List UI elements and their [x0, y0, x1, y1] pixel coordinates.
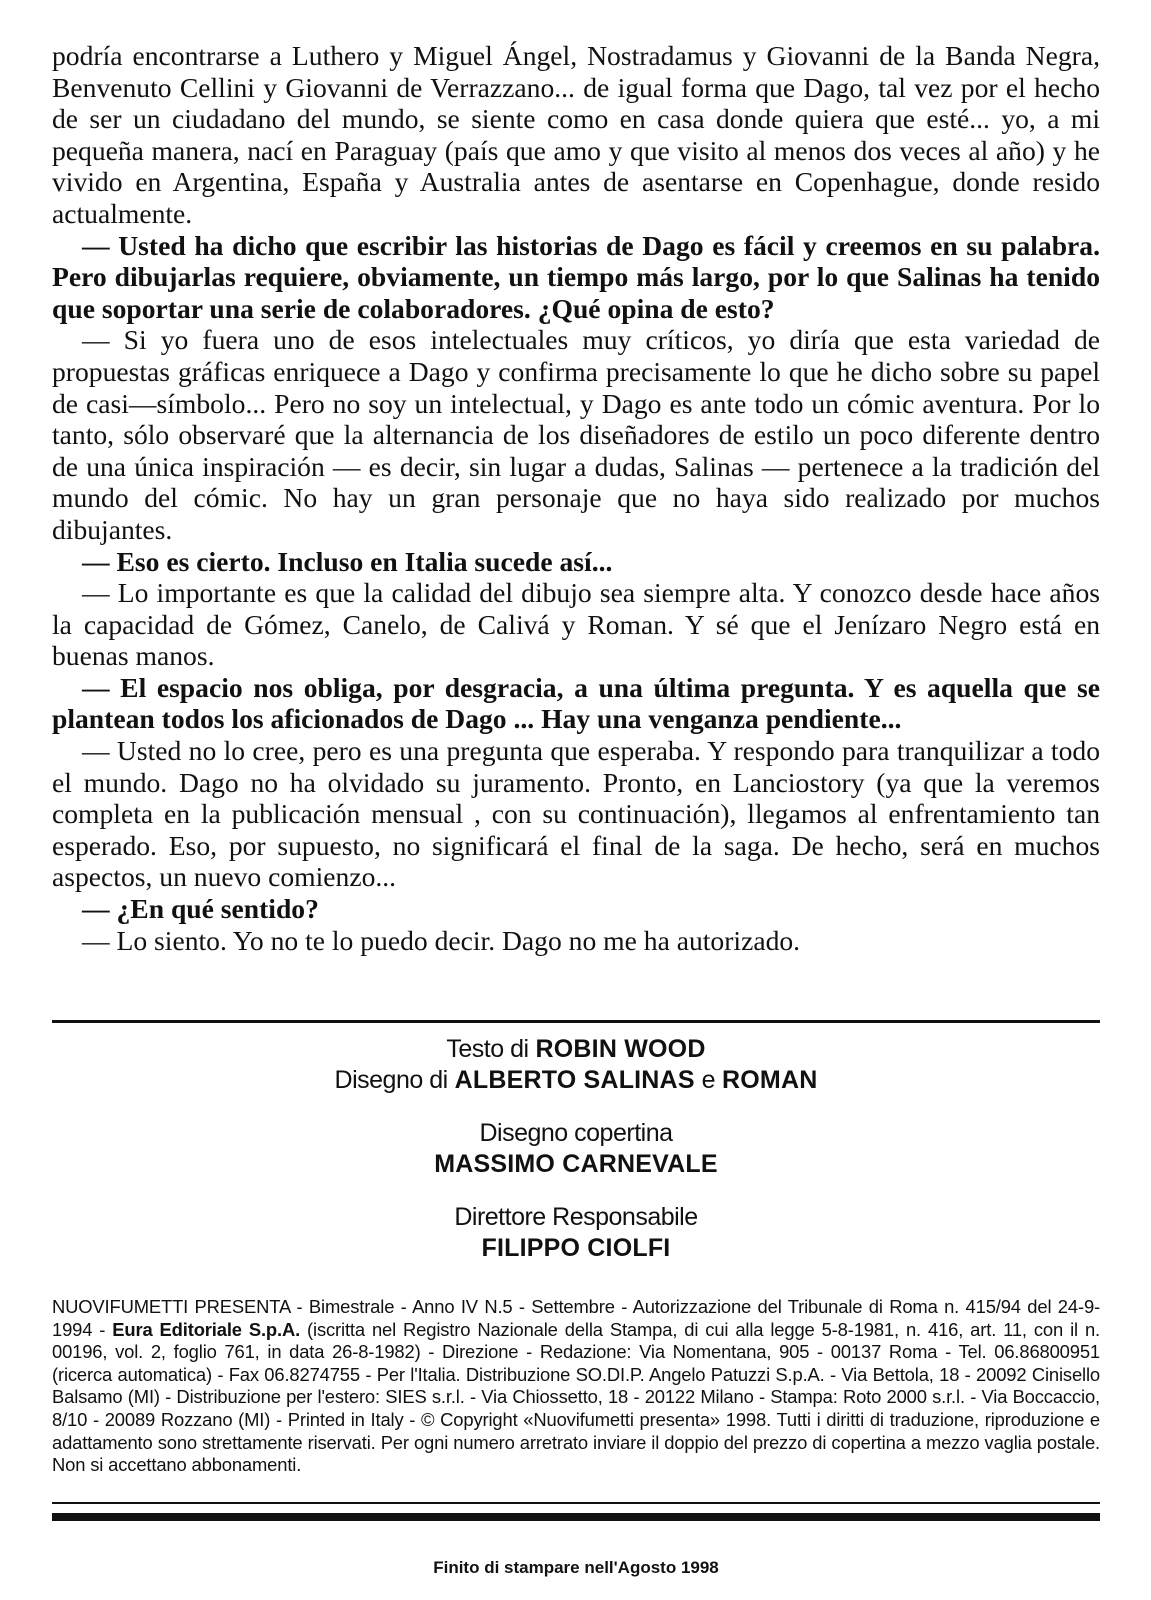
divider-rule-thick	[52, 1513, 1100, 1521]
credits-cover	[52, 1118, 1100, 1180]
divider-rule-thin	[52, 1502, 1100, 1504]
disegno-name-2: ROMAN	[722, 1066, 818, 1094]
interview-answer: — Lo siento. Yo no te lo puedo decir. Dago no me ha autorizado.	[82, 924, 801, 956]
disegno-name-1: ALBERTO SALINAS	[454, 1066, 695, 1094]
direttore-label: Direttore Responsabile	[454, 1203, 698, 1231]
copertina-label: Disegno copertina	[479, 1119, 673, 1147]
interview-answer: — Si yo fuera uno de esos intelectuales muy críticos, yo diría que esta variedad de propuestas gráficas enriquece a Dago y confirma precisamente lo que he dicho sobre su papel de casi—símbolo... Pero no soy un intelectual, y Dago es ante todo un cómic aventura. Por lo tanto, sólo observaré que la alternancia de los diseñadores de estilo un poco diferente dentro de una única inspiración — es decir, sin lugar a dudas, Salinas — pertenece a la tradición del mundo del cómic. No hay un gran personaje que no haya sido realizado por muchos dibujantes.	[52, 324, 1100, 545]
credits-block	[52, 1034, 1100, 1286]
interview-answer: — Lo importante es que la calidad del dibujo sea siempre alta. Y conozco desde hace años la capacidad de Gómez, Canelo, de Calivá y Roman. Y sé que el Jenízaro Negro está en buenas manos.	[52, 577, 1100, 672]
article-paragraph: podría encontrarse a Luthero y Miguel Ángel, Nostradamus y Giovanni de la Banda Negra, Benvenuto Cellini y Giovanni de Verrazzano... de igual forma que Dago, tal vez por el hecho de ser un ciudadano del mundo, se siente como en casa donde quiera que esté... yo, a mi pequeña manera, nací en Paraguay (país que amo y que visito al menos dos veces al año) y he vivido en Argentina, España y Australia antes de asentarse en Copenhague, donde resido actualmente.	[52, 40, 1100, 229]
copertina-name: MASSIMO CARNEVALE	[434, 1150, 718, 1178]
divider-rule	[52, 1020, 1100, 1023]
legal-part-1: NUOVIFUMETTI PRESENTA - Bimestrale - Anno IV N.5 - Settembre - Autorizzazione del Tribunale di Roma n. 415/94 del 24-9-1994 -	[52, 1296, 1100, 1340]
credits-director	[52, 1202, 1100, 1264]
publisher-name: Eura Editoriale S.p.A.	[112, 1318, 301, 1340]
disegno-label: Disegno di	[334, 1066, 448, 1094]
interview-question: — El espacio nos obliga, por desgracia, a una última pregunta. Y es aquella que se plantean todos los aficionados de Dago ... Hay una venganza pendiente...	[52, 671, 1100, 735]
interview-question: — Eso es cierto. Incluso en Italia sucede así...	[82, 545, 613, 577]
testo-name: ROBIN WOOD	[535, 1035, 706, 1063]
disegno-join: e	[701, 1066, 716, 1094]
interview-answer: — Usted no lo cree, pero es una pregunta que esperaba. Y respondo para tranquilizar a todo el mundo. Dago no ha olvidado su juramento. Pronto, en Lanciostory (ya que la veremos completa en la publicación mensual , con su continuación), llegamos al enfrentamiento tan esperado. Eso, por supuesto, no significará el final de la saga. De hecho, será en muchos aspectos, un nuevo comienzo...	[52, 735, 1100, 893]
interview-question: — Usted ha dicho que escribir las historias de Dago es fácil y creemos en su palabra. Pero dibujarlas requiere, obviamente, un tiempo más largo, por lo que Salinas ha tenido que soportar una serie de colaboradores. ¿Qué opina de esto?	[52, 229, 1100, 324]
direttore-name: FILIPPO CIOLFI	[481, 1234, 671, 1262]
article-text	[52, 40, 1100, 956]
interview-question: — ¿En qué sentido?	[82, 893, 319, 925]
legal-notice	[52, 1296, 1100, 1477]
testo-label: Testo di	[446, 1035, 529, 1063]
legal-part-2: (iscritta nel Registro Nazionale della Stampa, di cui alla legge 5-8-1981, n. 416, art. 11, con il n. 00196, vol. 2, foglio 761, in data 26-8-1982) - Direzione - Redazione: Via Nomentana, 905 - 00137 Roma - Tel. 06.86800951 (ricerca automatica) - Fax 06.8274755 - Per l'Italia. Distribuzione SO.DI.P. Angelo Patuzzi S.p.A. - Via Bettola, 18 - 20092 Cinisello Balsamo (MI) - Distribuzione per l'estero: SIES s.r.l. - Via Chiossetto, 18 - 20122 Milano - Stampa: Roto 2000 s.r.l. - Via Boccaccio, 8/10 - 20089 Rozzano (MI) - Printed in Italy - © Copyright «Nuovifumetti presenta» 1998. Tutti i diritti di traduzione, riproduzione e adattamento sono strettamente riservati. Per ogni numero arretrato inviare il doppio del prezzo di copertina a mezzo vaglia postale. Non si accettano abbonamenti.	[52, 1318, 1100, 1476]
printed-date: Finito di stampare nell'Agosto 1998	[433, 1558, 719, 1577]
credits-story	[52, 1034, 1100, 1096]
